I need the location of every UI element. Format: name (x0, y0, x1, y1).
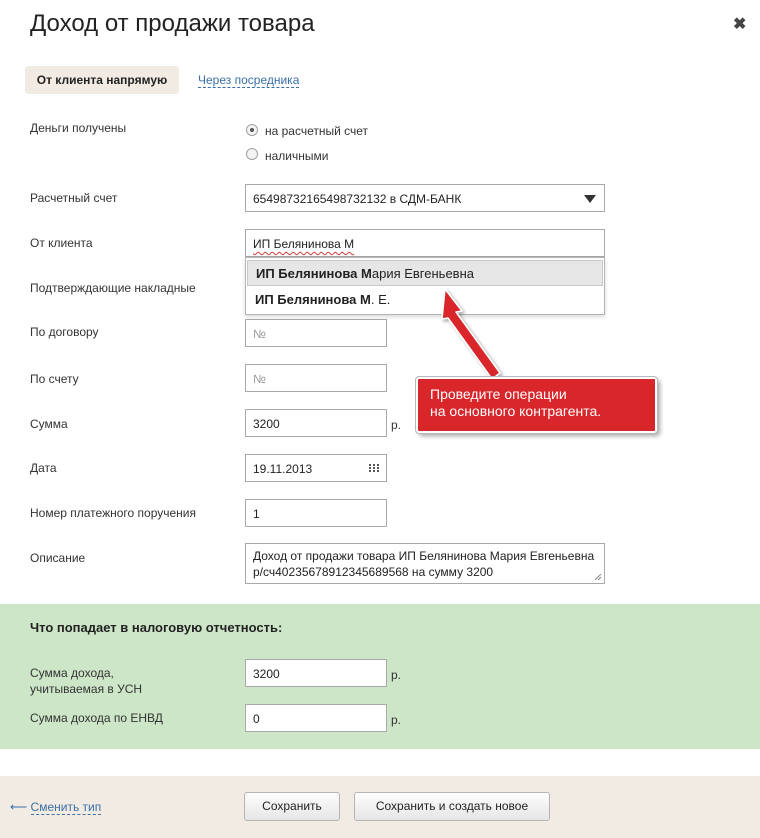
envd-label: Сумма дохода по ЕНВД (30, 711, 163, 725)
invoice-label: По счету (30, 372, 79, 386)
suggestion-item[interactable] (247, 287, 603, 313)
description-textarea[interactable] (245, 543, 605, 584)
suggestion-item[interactable] (247, 260, 603, 286)
description-label: Описание (30, 551, 86, 565)
suggestion-rest: ария Евгеньевна (371, 266, 474, 281)
sum-currency: р. (391, 418, 402, 432)
radio-cash[interactable] (246, 148, 258, 160)
client-input-value: ИП Белянинова М (253, 237, 355, 251)
radio-account-label[interactable]: на расчетный счет (265, 124, 369, 138)
payment-number-label: Номер платежного поручения (30, 506, 196, 520)
hint-callout (416, 377, 657, 433)
suggestion-match: ИП Белянинова М (255, 292, 371, 307)
envd-input[interactable]: 0 (245, 704, 387, 732)
resize-handle-icon[interactable] (594, 573, 602, 581)
usn-label-line1: Сумма дохода, (30, 666, 114, 680)
radio-account[interactable] (246, 124, 258, 136)
money-received-label: Деньги получены (30, 121, 127, 135)
account-select-value: 65498732165498732132 в СДМ-БАНК (253, 192, 462, 206)
suggestion-match: ИП Белянинова М (256, 266, 372, 281)
account-label: Расчетный счет (30, 191, 118, 205)
usn-label-line2: учитываемая в УСН (30, 682, 143, 696)
change-type-label: Сменить тип (30, 800, 102, 814)
account-select[interactable] (245, 184, 605, 212)
envd-currency: р. (391, 713, 402, 727)
date-label: Дата (30, 461, 57, 475)
invoices-label: Подтверждающие накладные (30, 281, 196, 295)
date-input[interactable] (245, 454, 387, 482)
usn-input[interactable]: 3200 (245, 659, 387, 687)
tab-intermediary[interactable]: Через посредника (198, 73, 300, 87)
dialog-title: Доход от продажи товара (30, 10, 315, 37)
description-text: Доход от продажи товара ИП Белянинова Мария Евгеньевна р/сч40235678912345689568 на сумму 3200 (253, 549, 595, 579)
sum-input[interactable]: 3200 (245, 409, 387, 437)
tab-direct-client[interactable]: От клиента напрямую (25, 66, 179, 94)
contract-label: По договору (30, 325, 99, 339)
back-arrow-icon: ⟵ (10, 800, 28, 814)
suggestion-rest: . Е. (370, 292, 391, 307)
usn-currency: р. (391, 668, 402, 682)
save-and-new-button[interactable]: Сохранить и создать новое (354, 792, 550, 821)
tax-title: Что попадает в налоговую отчетность: (30, 620, 283, 635)
calendar-icon[interactable] (369, 464, 379, 472)
chevron-down-icon[interactable] (584, 195, 596, 203)
client-input[interactable] (245, 229, 605, 257)
client-suggestions (245, 257, 605, 315)
close-icon[interactable]: ✖ (733, 16, 747, 33)
payment-number-input[interactable]: 1 (245, 499, 387, 527)
save-button[interactable]: Сохранить (244, 792, 340, 821)
invoice-input[interactable]: № (245, 364, 387, 392)
client-label: От клиента (30, 236, 93, 250)
sum-label: Сумма (30, 417, 68, 431)
hint-line-2: на основного контрагента. (430, 403, 602, 419)
radio-cash-label[interactable]: наличными (265, 149, 329, 163)
contract-input[interactable]: № (245, 319, 387, 347)
change-type-link[interactable] (10, 800, 101, 814)
hint-line-1: Проведите операции (430, 386, 567, 402)
date-input-value: 19.11.2013 (253, 462, 313, 476)
